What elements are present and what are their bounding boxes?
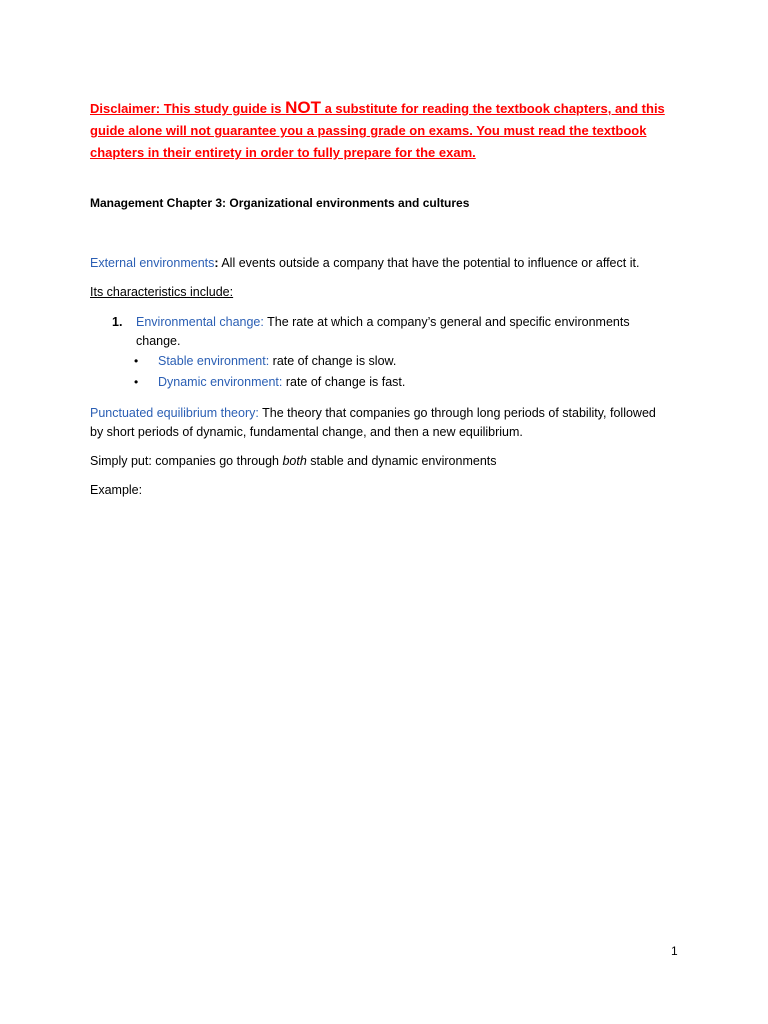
disclaimer bbox=[90, 97, 690, 164]
stable-environment-term: Stable environment: bbox=[158, 354, 270, 368]
page-number: 1 bbox=[671, 944, 678, 958]
bullet-item-dynamic bbox=[134, 373, 405, 392]
example-label: Example: bbox=[90, 483, 143, 497]
disclaimer-text-start: Disclaimer: This study guide is bbox=[90, 101, 286, 116]
bullet-icon: • bbox=[134, 375, 139, 389]
characteristics-label: Its characteristics include: bbox=[90, 285, 234, 299]
simply-put-emphasis: both bbox=[282, 454, 307, 468]
list-item-content bbox=[136, 313, 672, 351]
dynamic-environment-term: Dynamic environment: bbox=[158, 375, 283, 389]
punctuated-equilibrium-text: The theory that companies go through long periods of stability, followed by short periods of dynamic, fundamental change, and then a new equilibrium. bbox=[90, 406, 656, 439]
dynamic-environment-text: rate of change is fast. bbox=[282, 375, 406, 389]
disclaimer-text-end: a substitute for reading the textbook chapters, and this guide alone will not guarantee you a passing grade on exams. You must read the textbook chapters in their entirety in order to fully prepare for the exam. bbox=[90, 101, 665, 160]
punctuated-equilibrium-definition bbox=[90, 404, 660, 442]
external-environments-definition bbox=[90, 254, 690, 273]
list-number: 1. bbox=[112, 315, 123, 329]
bullet-item-stable bbox=[134, 352, 396, 371]
simply-put-end: stable and dynamic environments bbox=[306, 454, 497, 468]
numbered-list-item bbox=[112, 313, 672, 351]
stable-environment-text: rate of change is slow. bbox=[269, 354, 397, 368]
bullet-icon: • bbox=[134, 354, 139, 368]
environmental-change-text: The rate at which a company’s general and specific environments change. bbox=[136, 315, 630, 348]
chapter-heading: Management Chapter 3: Organizational environments and cultures bbox=[90, 196, 470, 210]
disclaimer-emphasis: NOT bbox=[285, 98, 321, 117]
external-environments-text: All events outside a company that have the potential to influence or affect it. bbox=[218, 256, 640, 270]
environmental-change-term: Environmental change: bbox=[136, 315, 264, 329]
external-environments-term: External environments bbox=[90, 256, 215, 270]
simply-put-paragraph bbox=[90, 452, 497, 471]
external-environments-colon: : bbox=[214, 256, 219, 270]
punctuated-equilibrium-term: Punctuated equilibrium theory: bbox=[90, 406, 259, 420]
simply-put-start: Simply put: companies go through bbox=[90, 454, 283, 468]
